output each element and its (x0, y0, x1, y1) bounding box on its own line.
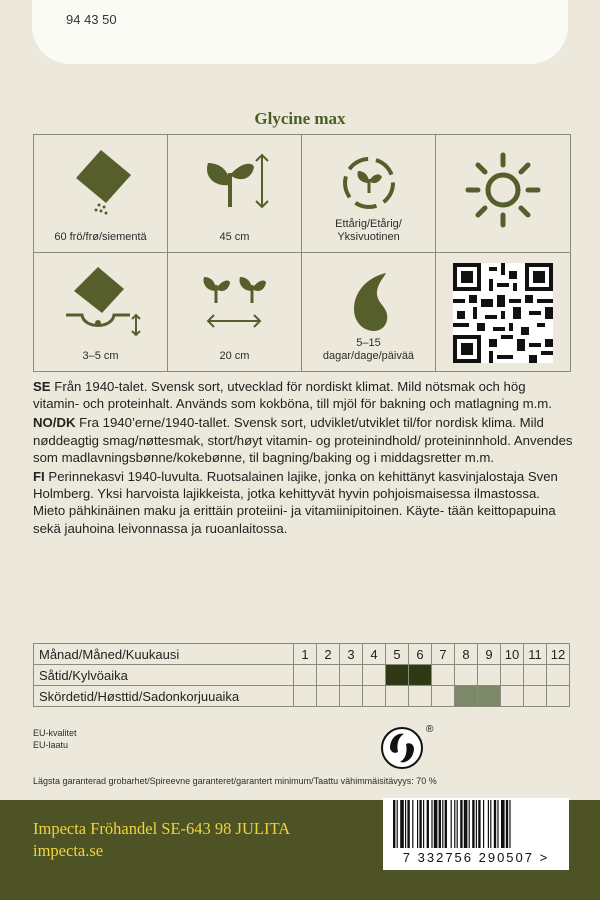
barcode-bars (383, 798, 569, 850)
barcode-bar (423, 800, 424, 848)
calendar-sow-row-label: Såtid/Kylvöaika (34, 665, 294, 686)
barcode-bar (478, 800, 480, 848)
calendar-sow-row-month-10 (501, 665, 524, 686)
calendar-harvest-row-month-9 (478, 686, 501, 707)
calendar-harvest-row-month-1 (294, 686, 317, 707)
calendar-header-row-label: Månad/Måned/Kuukausi (34, 644, 294, 665)
eu-quality-line1: EU-kvalitet (33, 728, 77, 738)
germination-icon (324, 263, 414, 343)
barcode-bar (412, 800, 413, 848)
sowing-calendar (33, 643, 570, 707)
calendar-sow-row-month-3 (340, 665, 363, 686)
annual-cycle-icon (324, 145, 414, 225)
calendar-harvest-row-month-2 (317, 686, 340, 707)
calendar-sow-row-month-8 (455, 665, 478, 686)
barcode-bar (497, 800, 498, 848)
info-icon-grid (33, 134, 571, 372)
calendar-harvest-row-month-8 (455, 686, 478, 707)
plant-height-cell (168, 135, 302, 253)
barcode-bar (431, 800, 432, 848)
barcode-bar (419, 800, 421, 848)
description-nodk-text: Fra 1940’erne/1940-tallet. Svensk sort, udviklet/utviklet til/for nordisk klima. Mild nøddeagtig smag/nøttesmak, stort/høyt vitamin- og proteinindhold/ proteininnhold. Anvendes som madlavningsbønne/kokebønne, til bagning/baking og i middagsretter m.m. (33, 415, 573, 465)
calendar-harvest-row-month-3 (340, 686, 363, 707)
calendar-header-row-month-9: 9 (478, 644, 501, 665)
calendar-harvest-row-month-5 (386, 686, 409, 707)
barcode-bar (457, 800, 458, 848)
calendar-header-row-month-11: 11 (524, 644, 547, 665)
calendar-harvest-row-month-6 (409, 686, 432, 707)
barcode-bar (393, 800, 395, 848)
barcode-bar (442, 800, 443, 848)
plant-spacing-cell (168, 253, 302, 371)
barcode-bar (506, 800, 508, 848)
calendar-header-row-month-10: 10 (501, 644, 524, 665)
calendar-sow-row-month-11 (524, 665, 547, 686)
calendar-header-row (34, 644, 570, 665)
calendar-header-row-month-2: 2 (317, 644, 340, 665)
sowing-depth-icon (56, 263, 146, 343)
calendar-header-row-month-6: 6 (409, 644, 432, 665)
description-se-text: Från 1940-talet. Svensk sort, utvecklad för nordiskt klimat. Mild nötsmak och hög vitamin- och proteinhalt. Används som kokböna, till mjöl för bakning och matlagning m.m. (33, 379, 552, 412)
footer-address (33, 818, 290, 862)
sun-cell (436, 135, 570, 253)
barcode-bar (490, 800, 491, 848)
lang-code-se: SE (33, 379, 51, 394)
calendar-header-row-month-5: 5 (386, 644, 409, 665)
calendar-harvest-row-month-10 (501, 686, 524, 707)
barcode-bar (472, 800, 474, 848)
barcode-bar (427, 800, 429, 848)
barcode-digits: 7 332756 290507 > (383, 850, 569, 865)
calendar-harvest-row (34, 686, 570, 707)
plant-spacing-icon (190, 263, 280, 343)
barcode-bar (483, 800, 484, 848)
calendar-sow-row-month-12 (547, 665, 570, 686)
calendar-sow-row-month-4 (363, 665, 386, 686)
barcode-bar (476, 800, 477, 848)
eu-quality-line2: EU-laatu (33, 740, 69, 750)
calendar-header-row-month-7: 7 (432, 644, 455, 665)
barcode-bar (454, 800, 455, 848)
packet-top-window (32, 0, 568, 64)
sun-icon (458, 145, 548, 235)
plant-height-icon (190, 145, 280, 225)
annual-label (302, 218, 435, 244)
germination-label-line1: 5–15 (356, 337, 381, 349)
barcode-bar (417, 800, 418, 848)
description-text (33, 378, 573, 539)
barcode-bar (434, 800, 438, 848)
calendar-header-row-month-4: 4 (363, 644, 386, 665)
seed-packet-icon (56, 145, 146, 225)
footer-website[interactable]: impecta.se (33, 841, 104, 860)
species-name: Glycine max (254, 109, 346, 128)
annual-label-line2: Yksivuotinen (337, 231, 400, 243)
description-fi-text: Perinnekasvi 1940-luvulta. Ruotsalainen lajike, jonka on kehittänyt kasvinjalostaja Sven Holmberg. Yksi harvoista lajikkeista, jotka kehittyvät hyvin pohjoismaisessa ilmastossa. Mieto pähkinäinen maku ja erittäin proteiini- ja vitamiinipitoinen. Käyte- tään keittopapuina sekä jauhoina leivonnassa ja ruoanlaitossa. (33, 469, 558, 536)
germination-label (302, 337, 435, 363)
barcode-bar (501, 800, 505, 848)
description-nodk (33, 414, 573, 466)
green-dot-recycling-icon (380, 722, 434, 772)
seed-count-cell (34, 135, 168, 253)
barcode-bar (400, 800, 404, 848)
sowing-depth-cell (34, 253, 168, 371)
barcode-bar (469, 800, 470, 848)
calendar-sow-row-month-9 (478, 665, 501, 686)
footer-company: Impecta Fröhandel SE-643 98 JULITA (33, 819, 291, 838)
barcode-bar (407, 800, 409, 848)
barcode-bar (397, 800, 398, 848)
description-fi (33, 468, 573, 537)
article-number: 94 43 50 (66, 12, 117, 27)
calendar-sow-row (34, 665, 570, 686)
calendar-header-row-month-8: 8 (455, 644, 478, 665)
barcode-bar (445, 800, 447, 848)
calendar-harvest-row-month-4 (363, 686, 386, 707)
calendar-harvest-row-month-7 (432, 686, 455, 707)
plant-spacing-label: 20 cm (219, 350, 250, 362)
calendar-header-row-month-12: 12 (547, 644, 570, 665)
description-se (33, 378, 573, 412)
calendar-sow-row-month-5 (386, 665, 409, 686)
lang-code-fi: FI (33, 469, 45, 485)
plant-height-label: 45 cm (219, 231, 250, 243)
barcode-bar (405, 800, 406, 848)
calendar-header-row-month-3: 3 (340, 644, 363, 665)
qr-code-icon[interactable] (453, 263, 553, 363)
germination-cell (302, 253, 436, 371)
calendar-harvest-row-label: Skördetid/Høsttid/Sadonkorjuuaika (34, 686, 294, 707)
germination-label-line2: dagar/dage/päivää (322, 350, 415, 362)
barcode-bar (464, 800, 468, 848)
barcode-bar (488, 800, 489, 848)
calendar-sow-row-month-7 (432, 665, 455, 686)
barcode-bar (460, 800, 462, 848)
eu-quality (33, 727, 77, 751)
calendar-header-row-month-1: 1 (294, 644, 317, 665)
annual-cell (302, 135, 436, 253)
barcode-bar (509, 800, 510, 848)
barcode-bar (494, 800, 496, 848)
calendar-sow-row-month-6 (409, 665, 432, 686)
calendar-sow-row-month-2 (317, 665, 340, 686)
barcode-bar (439, 800, 441, 848)
germination-guarantee: Lägsta garanterad grobarhet/Spireevne garanteret/garantert minimum/Taattu vähimmäisitävyys: 70 % (33, 776, 437, 786)
barcode-bar (451, 800, 452, 848)
seed-count-label: 60 frö/frø/siementä (54, 231, 147, 243)
registered-mark: ® (426, 724, 434, 735)
calendar-harvest-row-month-12 (547, 686, 570, 707)
annual-label-line1: Ettårig/Etårig/ (335, 218, 402, 230)
sowing-depth-label: 3–5 cm (82, 350, 119, 362)
calendar-harvest-row-month-11 (524, 686, 547, 707)
lang-code-nodk: NO/DK (33, 415, 76, 431)
calendar-sow-row-month-1 (294, 665, 317, 686)
qr-cell (436, 253, 570, 371)
